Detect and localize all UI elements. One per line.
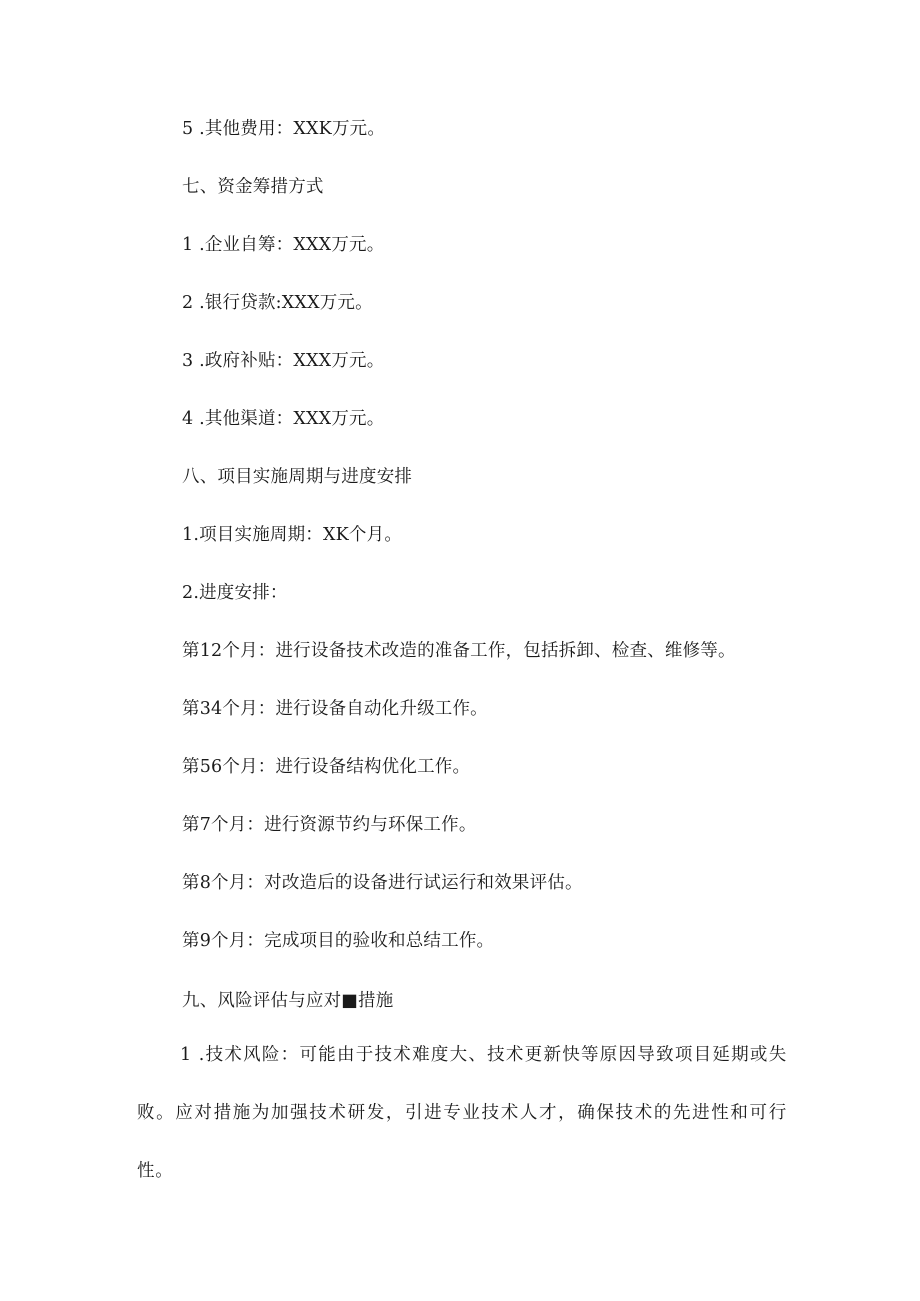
funding-item-4: 4 .其他渠道：XXX万元。 <box>182 409 385 429</box>
funding-item-1: 1 .企业自筹：XXX万元。 <box>182 235 385 255</box>
schedule-item-month-8: 第8个月：对改造后的设备进行试运行和效果评估。 <box>182 873 583 893</box>
schedule-item-month-9: 第9个月：完成项目的验收和总结工作。 <box>182 931 495 951</box>
schedule-item-month-7: 第7个月：进行资源节约与环保工作。 <box>182 815 477 835</box>
schedule-period: 1.项目实施周期：XK个月。 <box>182 525 403 545</box>
risk-paragraph-technical: 1 .技术风险：可能由于技术难度大、技术更新快等原因导致项目延期或失败。应对措施为加强技术研发，引进专业技术人才，确保技术的先进性和可行性。 <box>137 1045 787 1181</box>
section-heading-risk: 九、风险评估与应对■措施 <box>182 991 394 1011</box>
schedule-arrangement-label: 2.进度安排： <box>182 583 288 603</box>
schedule-item-months-5-6: 第56个月：进行设备结构优化工作。 <box>182 757 471 777</box>
funding-item-3: 3 .政府补贴：XXX万元。 <box>182 351 385 371</box>
cost-item-5: 5 .其他费用：XXK万元。 <box>182 119 386 139</box>
funding-item-2: 2 .银行贷款:XXX万元。 <box>182 293 373 313</box>
schedule-item-months-3-4: 第34个月：进行设备自动化升级工作。 <box>182 699 488 719</box>
schedule-item-months-1-2: 第12个月：进行设备技术改造的准备工作，包括拆卸、检查、维修等。 <box>182 641 736 661</box>
section-heading-funding: 七、资金筹措方式 <box>182 177 324 197</box>
section-heading-schedule: 八、项目实施周期与进度安排 <box>182 467 413 487</box>
